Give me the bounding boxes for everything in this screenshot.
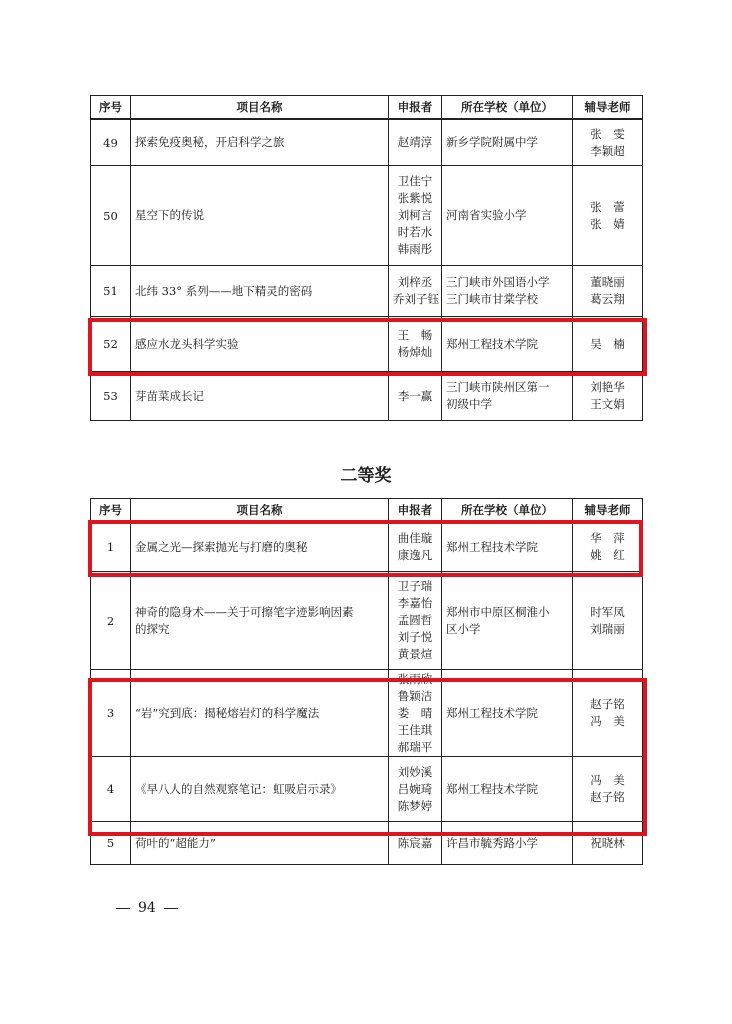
advisor-name: 冯 美 <box>590 714 625 728</box>
applicant-name: 杨焯灿 <box>397 345 433 359</box>
row-number: 1 <box>91 522 131 572</box>
school <box>442 757 573 822</box>
school-line: 初级中学 <box>446 397 492 411</box>
applicant-name: 刘梓丞 <box>397 275 433 289</box>
advisors <box>573 757 643 822</box>
project-line: 金属之光—探索抛光与打磨的奥秘 <box>135 539 308 554</box>
row-number: 3 <box>91 670 131 757</box>
applicant-name: 韩雨彤 <box>397 242 433 256</box>
project-name <box>131 522 389 572</box>
footer-dash-right <box>164 908 178 909</box>
school <box>442 572 573 670</box>
advisor-name: 张 婧 <box>590 216 625 231</box>
school <box>442 522 573 572</box>
row-number: 50 <box>91 166 131 266</box>
section-title-second-prize: 二等奖 <box>340 466 392 486</box>
school-line: 郑州工程技术学院 <box>446 781 538 796</box>
project-line: 《早八人的自然观察笔记：虹吸启示录》 <box>135 781 342 796</box>
row-number: 49 <box>91 119 131 166</box>
table-row <box>91 166 643 266</box>
school-line: 区小学 <box>446 621 481 636</box>
project-line: 神奇的隐身术——关于可擦笔字迹影响因素 <box>135 604 354 619</box>
project-line: 探索免疫奥秘，开启科学之旅 <box>135 135 285 149</box>
row-number: 53 <box>91 372 131 421</box>
advisor-name: 李颖超 <box>590 143 625 158</box>
advisors <box>573 372 643 421</box>
advisors <box>573 522 643 572</box>
row-number: 51 <box>91 266 131 317</box>
applicant-name: 张紫悦 <box>397 191 433 205</box>
header-project: 项目名称 <box>131 96 389 120</box>
table-row <box>91 266 643 317</box>
school-line: 许昌市毓秀路小学 <box>446 835 538 850</box>
header-project: 项目名称 <box>131 499 389 523</box>
project-name <box>131 166 389 266</box>
applicant-name: 鲁颖洁 <box>397 688 433 703</box>
applicant-name: 刘柯言 <box>397 208 433 222</box>
advisor-name: 时军凤 <box>590 604 625 619</box>
advisor-name: 葛云翔 <box>590 292 625 306</box>
school-line: 河南省实验小学 <box>446 208 527 222</box>
project-name <box>131 572 389 670</box>
school <box>442 317 573 372</box>
applicant-name: 卫子瑞 <box>397 579 433 593</box>
project-line: 感应水龙头科学实验 <box>135 336 239 351</box>
applicant-name: 孟圆哲 <box>397 613 433 627</box>
applicant-name: 李一赢 <box>397 388 433 403</box>
applicant-name: 曲佳璇 <box>397 531 433 545</box>
table-header-row <box>91 499 643 523</box>
applicant-name: 赵靖淳 <box>397 135 433 149</box>
applicant-name: 乔刘子钰 <box>393 292 439 306</box>
row-number: 4 <box>91 757 131 822</box>
table-row-highlighted <box>91 757 643 822</box>
applicant-name: 张雨欣 <box>397 671 433 686</box>
applicants <box>389 372 442 421</box>
header-advisor: 辅导老师 <box>573 96 643 120</box>
applicants <box>389 670 442 757</box>
row-number: 5 <box>91 822 131 865</box>
advisor-name: 张 蕾 <box>590 199 625 214</box>
header-applicant: 申报者 <box>389 96 442 120</box>
header-advisor: 辅导老师 <box>573 499 643 523</box>
project-name <box>131 822 389 865</box>
advisors <box>573 670 643 757</box>
project-line: 北纬 33° 系列——地下精灵的密码 <box>135 283 313 298</box>
applicants <box>389 572 442 670</box>
applicant-name: 李嘉怡 <box>397 596 433 610</box>
applicant-name: 陈梦婷 <box>397 798 433 813</box>
table-header-row <box>91 96 643 120</box>
applicant-name: 时若水 <box>397 225 433 239</box>
row-number: 2 <box>91 572 131 670</box>
school-line: 郑州工程技术学院 <box>446 539 538 554</box>
project-name <box>131 266 389 317</box>
header-school: 所在学校（单位） <box>442 499 573 523</box>
header-school: 所在学校（单位） <box>442 96 573 120</box>
advisor-name: 华 萍 <box>590 531 625 545</box>
table-row <box>91 372 643 421</box>
row-number: 52 <box>91 317 131 372</box>
applicant-name: 娄 晴 <box>397 705 433 720</box>
award-table-second-prize <box>90 498 643 865</box>
applicant-name: 刘子悦 <box>397 630 433 644</box>
table-row <box>91 822 643 865</box>
advisors <box>573 119 643 166</box>
school-line: 郑州工程技术学院 <box>446 336 538 351</box>
advisor-name: 吴 楠 <box>590 336 625 351</box>
applicants <box>389 166 442 266</box>
advisor-name: 赵子铭 <box>590 790 625 804</box>
advisors <box>573 166 643 266</box>
school-line: 三门峡市陕州区第一 <box>446 380 550 394</box>
project-name <box>131 757 389 822</box>
applicants <box>389 317 442 372</box>
school <box>442 822 573 865</box>
applicant-name: 刘妙溪 <box>397 764 433 779</box>
project-line: “岩”究到底：揭秘熔岩灯的科学魔法 <box>135 705 320 720</box>
advisor-name: 董晓丽 <box>590 275 625 289</box>
table-row-highlighted <box>91 522 643 572</box>
award-table-first-prize-continued <box>90 95 643 421</box>
school-line: 郑州市中原区桐淮小 <box>446 604 550 619</box>
table-row-highlighted <box>91 317 643 372</box>
header-no: 序号 <box>91 96 131 120</box>
school <box>442 166 573 266</box>
project-line: 的探究 <box>135 621 170 636</box>
advisors <box>573 822 643 865</box>
applicants <box>389 522 442 572</box>
applicant-name: 王佳琪 <box>397 722 433 737</box>
header-no: 序号 <box>91 499 131 523</box>
school-line: 郑州工程技术学院 <box>446 705 538 720</box>
advisors <box>573 266 643 317</box>
advisor-name: 刘瑞丽 <box>590 621 625 636</box>
footer-dash-left <box>116 908 130 909</box>
advisor-name: 祝晓林 <box>590 835 625 850</box>
advisor-name: 张 雯 <box>590 126 625 141</box>
advisor-name: 姚 红 <box>590 548 625 562</box>
applicant-name: 吕婉琦 <box>397 781 433 796</box>
advisor-name: 王文娟 <box>590 397 625 411</box>
project-name <box>131 670 389 757</box>
project-line: 星空下的传说 <box>135 208 204 222</box>
school-line: 三门峡市甘棠学校 <box>446 292 538 306</box>
applicant-name: 郝瑞平 <box>397 739 433 754</box>
applicants <box>389 822 442 865</box>
advisor-name: 刘艳华 <box>590 380 625 394</box>
school-line: 新乡学院附属中学 <box>446 135 538 149</box>
school <box>442 670 573 757</box>
page-footer <box>108 900 186 916</box>
applicant-name: 黄景煊 <box>397 647 433 661</box>
project-name <box>131 372 389 421</box>
advisors <box>573 572 643 670</box>
advisor-name: 赵子铭 <box>590 697 625 711</box>
applicants <box>389 757 442 822</box>
advisor-name: 冯 美 <box>590 773 625 787</box>
applicant-name: 卫佳宁 <box>397 174 433 188</box>
school <box>442 372 573 421</box>
table-row <box>91 119 643 166</box>
advisors <box>573 317 643 372</box>
applicants <box>389 266 442 317</box>
project-name <box>131 119 389 166</box>
applicant-name: 陈宸嘉 <box>397 835 433 850</box>
project-line: 芽苗菜成长记 <box>135 388 204 403</box>
header-applicant: 申报者 <box>389 499 442 523</box>
school-line: 三门峡市外国语小学 <box>446 275 550 289</box>
school <box>442 119 573 166</box>
page-number: 94 <box>138 900 156 916</box>
table-row-highlighted <box>91 670 643 757</box>
applicant-name: 王 畅 <box>397 328 433 342</box>
applicants <box>389 119 442 166</box>
project-line: 荷叶的“超能力” <box>135 835 216 850</box>
school <box>442 266 573 317</box>
project-name <box>131 317 389 372</box>
applicant-name: 康逸凡 <box>397 548 433 562</box>
table-row <box>91 572 643 670</box>
